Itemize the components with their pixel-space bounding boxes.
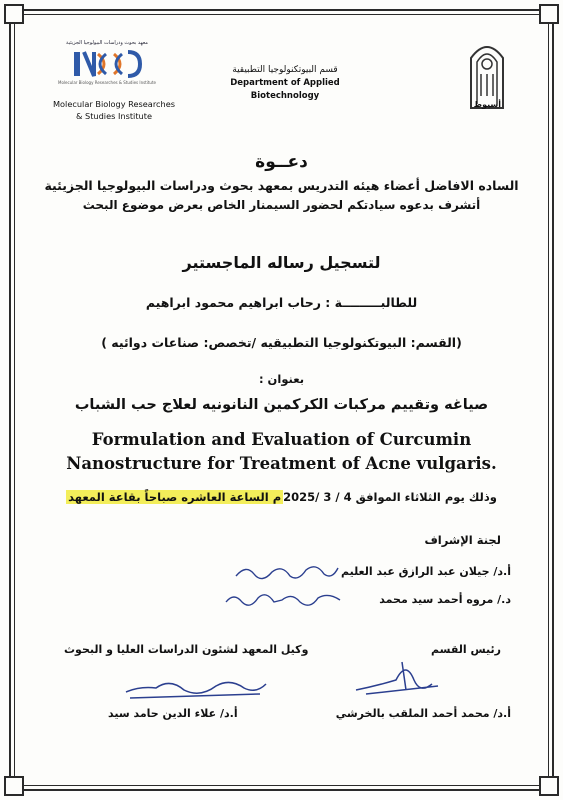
- institute-english-small: Molecular Biology Researches & Studies Institute: [58, 80, 156, 85]
- thesis-title-english-line2: Nanostructure for Treatment of Acne vulgaris.: [66, 454, 497, 473]
- seminar-date: [0, 490, 563, 504]
- seminar-date-prefix: وذلك يوم الثلاثاء الموافق 4 / 3 /2025: [283, 490, 497, 504]
- signature-head-of-department: [346, 650, 446, 700]
- invitation-text: أتشرف بدعوه سيادتكم لحضور السيمنار الخاص بعرض موضوع البحث: [82, 198, 481, 212]
- committee-heading: لجنة الإشراف: [424, 533, 501, 547]
- thesis-title-arabic: صياغه وتقييم مركبات الكركمين النانونيه لعلاج حب الشباب: [74, 397, 489, 413]
- institute-name-line2: & Studies Institute: [76, 111, 152, 121]
- thesis-title-english: [0, 428, 563, 476]
- salutation: الساده الافاضل أعضاء هيئه التدريس بمعهد بحوث ودراسات البيولوجيا الجزيئية: [44, 178, 519, 193]
- border-corner: [4, 4, 24, 24]
- signature-vice-dean: [120, 668, 270, 704]
- head-of-department-name: أ.د/ محمد أحمد الملقب بالخرشي: [335, 707, 511, 720]
- vice-dean-role: وكيل المعهد لشئون الدراسات العليا و البحوث: [64, 643, 309, 656]
- student-department: (القسم: البيوتكنولوجيا التطبيقيه /تخصص: صناعات دوائيه ): [101, 335, 462, 350]
- signature-member-2: [222, 588, 348, 612]
- thesis-title-english-line1: Formulation and Evaluation of Curcumin: [91, 430, 472, 449]
- department-header: [200, 64, 370, 103]
- purpose-heading: لتسجيل رساله الماجستير: [182, 253, 381, 272]
- border-corner: [4, 776, 24, 796]
- committee-member-2: د./ مروه أحمد سيد محمد: [379, 593, 511, 606]
- institute-logo: [52, 40, 162, 85]
- vice-dean-name: أ.د/ علاء الدين حامد سيد: [108, 707, 238, 720]
- institute-arabic-name: معهد بحوث ودراسات البيولوجيا الجزيئية: [66, 40, 148, 46]
- department-english: Department of Applied Biotechnology: [230, 78, 340, 101]
- thesis-title-label: بعنوان :: [258, 372, 305, 386]
- university-label: أسيوط: [473, 100, 501, 109]
- dna-logo-icon: [70, 46, 144, 82]
- institute-name: [44, 98, 184, 122]
- signature-member-1: [232, 560, 342, 584]
- head-of-department-role: رئيس القسم: [431, 643, 501, 656]
- border-corner: [539, 776, 559, 796]
- border-corner: [539, 4, 559, 24]
- invitation-title: دعــوة: [255, 152, 308, 172]
- committee-member-1: أ.د/ جيلان عبد الرازق عبد العليم: [340, 565, 511, 578]
- department-arabic: قسم البيوتكنولوجيا التطبيقية: [232, 65, 338, 75]
- student-name: للطالبـــــــــة : رحاب ابراهيم محمود ابراهيم: [145, 295, 418, 310]
- institute-name-line1: Molecular Biology Researches: [52, 99, 176, 109]
- seminar-time-place: م الساعة العاشره صباحاً بقاعة المعهد: [68, 490, 282, 504]
